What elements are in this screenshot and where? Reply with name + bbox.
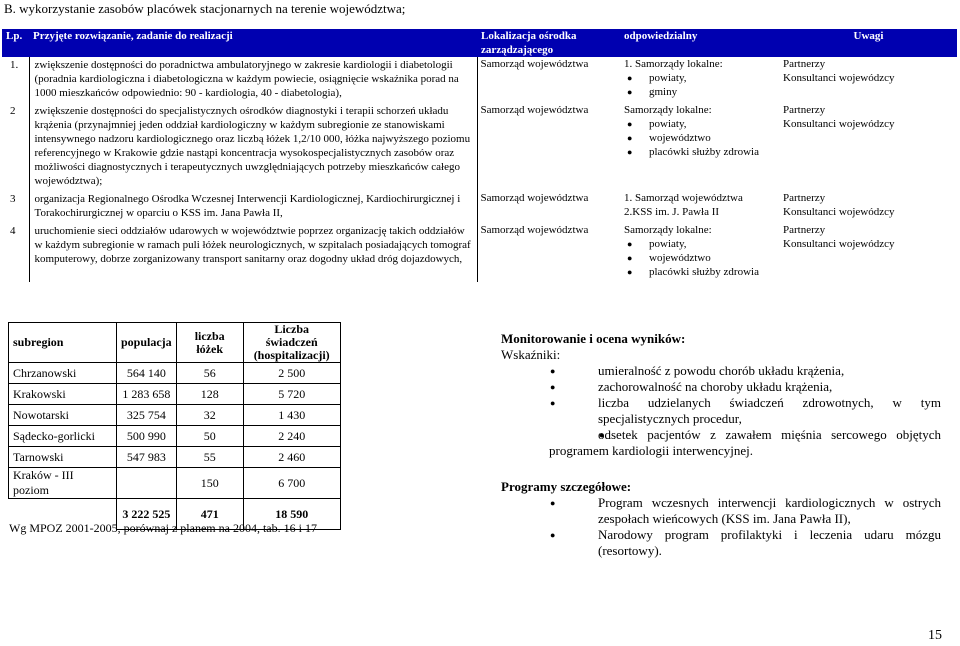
list-item: ● powiaty, (624, 117, 777, 131)
list-item: ● liczba udzielanych świadczeń zdrowotnych, w tym specjalistycznych procedur, (501, 395, 941, 427)
cell: 5 720 (243, 384, 340, 405)
row-number: 1. (2, 57, 29, 103)
total-population: 3 222 525 (117, 499, 177, 530)
col-population: populacja (117, 323, 177, 363)
row-notes (780, 103, 957, 191)
responsible-head-2: 2.KSS im. J. Pawła II (624, 206, 720, 218)
list-item: ● województwo (624, 131, 777, 145)
monitoring-section (501, 331, 941, 559)
row-responsible (620, 103, 780, 191)
row-responsible (620, 223, 780, 282)
notes-line: Konsultanci wojewódzcy (783, 72, 895, 84)
responsible-head: Samorządy lokalne: (624, 104, 712, 116)
row-notes (780, 57, 957, 103)
cell: 2 500 (243, 363, 340, 384)
cell: Tarnowski (9, 447, 117, 468)
list-item: ● Program wczesnych interwencji kardiologicznych w ostrych zespołach wieńcowych (KSS im. Jana Pawła II), (501, 495, 941, 527)
source-note: Wg MPOZ 2001-2005, porównaj z planem na 2004, tab. 16 i 17 (9, 521, 317, 535)
row-task: zwiększenie dostępności do poradnictwa ambulatoryjnego w zakresie kardiologii i diabetologii (poradnia kardiologiczna i diabetologiczna w każdym powiecie, osiągnięcie wskaźnika porad na 1000 mieszkańców odpowiednio: 90 - kardiologia, 40 - diabetologia), (29, 57, 477, 103)
table-row (2, 223, 957, 282)
section-heading: B. wykorzystanie zasobów placówek stacjonarnych na terenie województwa; (4, 1, 406, 16)
row-responsible (620, 57, 780, 103)
list-item: ● województwo (624, 251, 777, 265)
cell: 50 (176, 426, 243, 447)
notes-line: Partnerzy (783, 192, 826, 204)
indicators-label: Wskaźniki: (501, 347, 561, 362)
cell: 56 (176, 363, 243, 384)
list-item: ● umieralność z powodu chorób układu krążenia, (501, 363, 941, 379)
tasks-table (2, 29, 958, 282)
notes-line: Partnerzy (783, 224, 826, 236)
table-row (2, 103, 957, 191)
row-number: 4 (2, 223, 29, 282)
programs-title: Programy szczegółowe: (501, 479, 632, 494)
table-row (2, 57, 957, 103)
subregion-table (8, 322, 341, 530)
col-lp: Lp. (2, 29, 29, 57)
subregion-table-header (9, 323, 341, 363)
row-location: Samorząd województwa (480, 104, 589, 116)
col-task: Przyjęte rozwiązanie, zadanie do realizacji (29, 29, 477, 57)
row-number: 3 (2, 191, 29, 223)
table-row (2, 191, 957, 223)
row-notes (780, 191, 957, 223)
row-location: Samorząd województwa (480, 192, 589, 204)
cell: 564 140 (117, 363, 177, 384)
table-row (9, 447, 341, 468)
col-notes: Uwagi (780, 29, 957, 57)
cell: 32 (176, 405, 243, 426)
col-beds: liczba łóżek (176, 323, 243, 363)
notes-line: Partnerzy (783, 58, 826, 70)
responsible-head: 1. Samorządy lokalne: (624, 58, 723, 70)
list-item: ● placówki służby zdrowia (624, 265, 777, 279)
notes-line: Konsultanci wojewódzcy (783, 118, 895, 130)
cell: 500 990 (117, 426, 177, 447)
cell: 55 (176, 447, 243, 468)
cell: Nowotarski (9, 405, 117, 426)
notes-line: Konsultanci wojewódzcy (783, 206, 895, 218)
table-row (9, 363, 341, 384)
table-row (9, 426, 341, 447)
cell: 128 (176, 384, 243, 405)
responsible-head: Samorządy lokalne: (624, 224, 712, 236)
cell (117, 468, 177, 499)
list-item: ● zachorowalność na choroby układu krążenia, (501, 379, 941, 395)
cell: 6 700 (243, 468, 340, 499)
row-notes (780, 223, 957, 282)
cell: Sądecko-gorlicki (9, 426, 117, 447)
table-row (9, 468, 341, 499)
cell: Krakowski (9, 384, 117, 405)
list-item: ● powiaty, (624, 237, 777, 251)
monitoring-title: Monitorowanie i ocena wyników: (501, 331, 686, 346)
cell: 150 (176, 468, 243, 499)
list-item: ● gminy (624, 85, 777, 99)
list-item: ● placówki służby zdrowia (624, 145, 777, 159)
cell: 2 460 (243, 447, 340, 468)
row-task: organizacja Regionalnego Ośrodka Wczesnej Interwencji Kardiologicznej, Kardiochirurgicznej i Torakochirurgicznej w oparciu o KSS im. Jana Pawła II, (29, 191, 477, 223)
row-task: uruchomienie sieci oddziałów udarowych w województwie poprzez organizację takich oddziałów w każdym subregionie w ramach puli łóżek neurologicznych, w szpitalach posiadających tomograf komputerowy, dobrze zorganizowany transport sanitarny oraz dogodny układ dróg dojazdowych, (29, 223, 477, 282)
col-services: Liczba świadczeń (hospitalizacji) (243, 323, 340, 363)
page-number: 15 (928, 628, 942, 643)
row-number: 2 (2, 103, 29, 191)
col-responsible: odpowiedzialny (620, 29, 780, 57)
row-location: Samorząd województwa (480, 58, 589, 70)
row-task: zwiększenie dostępności do specjalistycznych ośrodków diagnostyki i terapii schorzeń układu krążenia (przynajmniej jeden oddział kardiologiczny w każdym subregionie ze stanowiskami intensywnego nadzoru kardiologicznego oraz liczbą łóżek 1,2/10 000, łóżka najwyższego poziomu referencyjnego w Krakowie gdzie nastąpi koncentracja wysokospecjalistycznych zasobów oraz możliwości diagnostycznych i terapeutycznych uwzględniających potrzeby mieszkańców całego województwa); (29, 103, 477, 191)
cell: 547 983 (117, 447, 177, 468)
tasks-table-header (2, 29, 957, 57)
table-row (9, 384, 341, 405)
row-responsible (620, 191, 780, 223)
row-location: Samorząd województwa (480, 224, 589, 236)
cell: 1 430 (243, 405, 340, 426)
total-beds: 471 (176, 499, 243, 530)
total-services: 18 590 (243, 499, 340, 530)
notes-line: Konsultanci wojewódzcy (783, 238, 895, 250)
cell: 325 754 (117, 405, 177, 426)
col-subregion: subregion (9, 323, 117, 363)
cell: Chrzanowski (9, 363, 117, 384)
list-item: ● powiaty, (624, 71, 777, 85)
table-row (9, 405, 341, 426)
cell: Kraków - III poziom (9, 468, 117, 499)
list-item: ● odsetek pacjentów z zawałem mięśnia sercowego objętych programem kardiologii interwencyjnej. (501, 427, 941, 459)
list-item: ● Narodowy program profilaktyki i leczenia udaru mózgu (resortowy). (501, 527, 941, 559)
responsible-head: 1. Samorząd województwa (624, 192, 743, 204)
cell: 1 283 658 (117, 384, 177, 405)
notes-line: Partnerzy (783, 104, 826, 116)
col-location: Lokalizacja ośrodka zarządzającego (477, 29, 620, 57)
cell: 2 240 (243, 426, 340, 447)
